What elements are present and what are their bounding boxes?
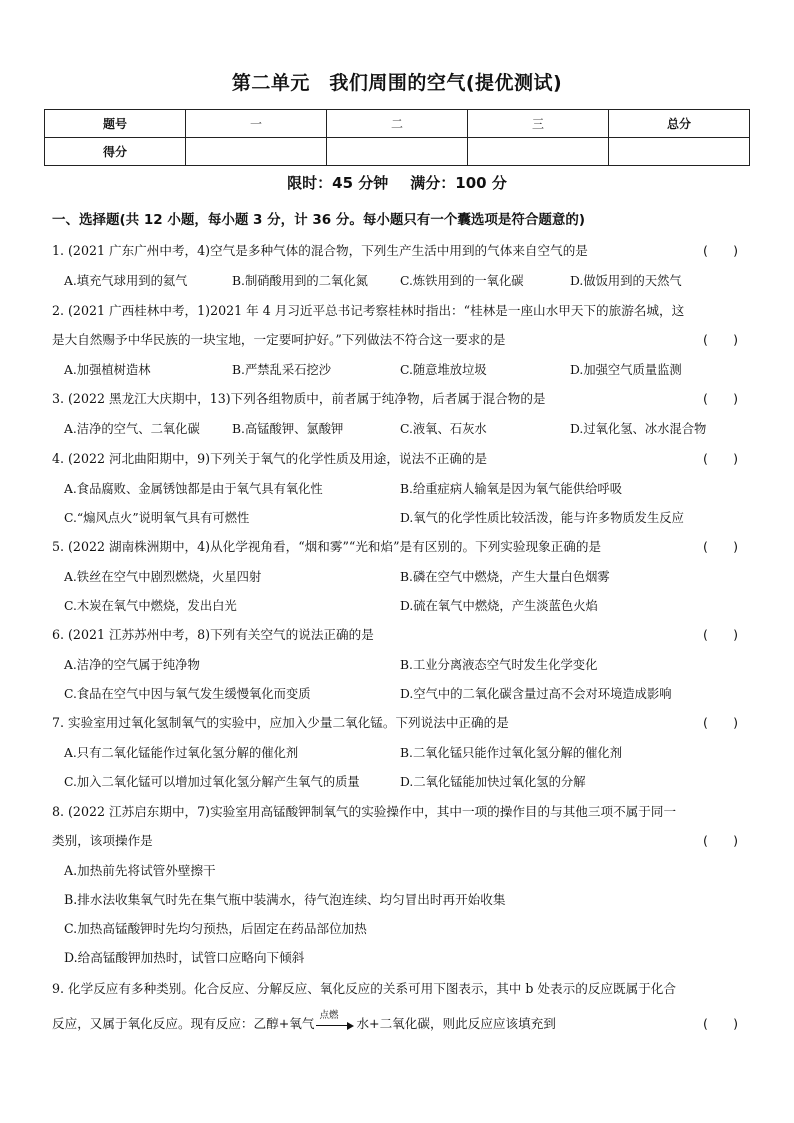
reaction-prefix: 反应，又属于氧化反应。现有反应：乙醇+氧气 — [52, 1016, 315, 1031]
question-4-text: 4. (2022 河北曲阳期中，9)下列关于氧气的化学性质及用途，说法不正确的是 — [52, 451, 488, 466]
question-2-text: 2. (2021 广西桂林中考，1)2021 年 4 月习近平总书记考察桂林时指出：“桂林是一座山水甲天下的旅游名城，这 — [52, 303, 685, 318]
score-table-score-row — [45, 138, 750, 166]
option-d[interactable]: D.过氧化氢、冰水混合物 — [570, 422, 707, 436]
section-heading: 一、选择题(共 12 小题，每小题 3 分，计 36 分。每小题只有一个囊选项是符合题意的) — [52, 212, 586, 228]
table-cell: 得分 — [45, 138, 186, 166]
table-cell: 一 — [186, 110, 327, 138]
option-b[interactable]: B.工业分离液态空气时发生化学变化 — [400, 658, 598, 672]
option-c[interactable]: C.炼铁用到的一氧化碳 — [400, 274, 524, 288]
question-4-options — [64, 509, 754, 527]
answer-blank[interactable]: ( ) — [702, 715, 738, 730]
reaction-condition: 点燃 — [319, 1010, 339, 1021]
answer-blank[interactable]: ( ) — [702, 391, 738, 406]
table-cell: 总分 — [609, 110, 750, 138]
question-3-options — [64, 420, 754, 438]
question-2-text: 是大自然赐予中华民族的一块宝地，一定要呵护好。”下列做法不符合这一要求的是 — [52, 332, 506, 347]
option-b[interactable]: B.排水法收集氧气时先在集气瓶中装满水，待气泡连续、均匀冒出时再开始收集 — [64, 892, 506, 907]
answer-blank[interactable]: ( ) — [702, 627, 738, 642]
question-8-text: 类别，该项操作是 — [52, 833, 153, 848]
score-entry-cell[interactable] — [468, 138, 609, 166]
table-cell: 题号 — [45, 110, 186, 138]
option-c[interactable]: C.木炭在氧气中燃烧，发出白光 — [64, 599, 237, 613]
answer-blank[interactable]: ( ) — [702, 539, 738, 554]
option-a[interactable]: A.加热前先将试管外壁擦干 — [64, 863, 216, 878]
answer-blank[interactable]: ( ) — [702, 243, 738, 258]
option-c[interactable]: C.液氧、石灰水 — [400, 422, 487, 436]
option-a[interactable]: A.填充气球用到的氦气 — [64, 274, 188, 288]
score-entry-cell[interactable] — [609, 138, 750, 166]
score-entry-cell[interactable] — [186, 138, 327, 166]
option-b[interactable]: B.二氧化锰只能作过氧化氢分解的催化剂 — [400, 746, 622, 760]
question-6-text: 6. (2021 江苏苏州中考，8)下列有关空气的说法正确的是 — [52, 627, 374, 642]
answer-blank[interactable]: ( ) — [702, 1016, 738, 1031]
question-6-options — [64, 656, 754, 674]
question-5-options — [64, 597, 754, 615]
option-a[interactable]: A.只有二氧化锰能作过氧化氢分解的催化剂 — [64, 746, 299, 760]
answer-blank[interactable]: ( ) — [702, 833, 738, 848]
time-limit: 限时：45 分钟 — [287, 174, 389, 192]
table-cell: 三 — [468, 110, 609, 138]
question-6-options — [64, 685, 754, 703]
option-a[interactable]: A.铁丝在空气中剧烈燃烧，火星四射 — [64, 570, 262, 584]
option-c[interactable]: C.加热高锰酸钾时先均匀预热，后固定在药品部位加热 — [64, 921, 367, 936]
score-table-header-row — [45, 110, 750, 138]
option-b[interactable]: B.制硝酸用到的二氧化氮 — [232, 274, 368, 288]
question-9-text — [52, 1010, 742, 1033]
option-d[interactable]: D.加强空气质量监测 — [570, 363, 682, 377]
question-8-text: 8. (2022 江苏启东期中，7)实验室用高锰酸钾制氧气的实验操作中，其中一项的操作目的与其他三项不属于同一 — [52, 804, 677, 819]
question-7-text: 7. 实验室用过氧化氢制氧气的实验中，应加入少量二氧化锰。下列说法中正确的是 — [52, 715, 509, 730]
option-b[interactable]: B.磷在空气中燃烧，产生大量白色烟雾 — [400, 570, 610, 584]
option-d[interactable]: D.氧气的化学性质比较活泼，能与许多物质发生反应 — [400, 511, 684, 525]
question-3-text: 3. (2022 黑龙江大庆期中，13)下列各组物质中，前者属于纯净物，后者属于混合物的是 — [52, 391, 546, 406]
option-c[interactable]: C.食品在空气中因与氧气发生缓慢氧化而变质 — [64, 687, 311, 701]
option-d[interactable]: D.硫在氧气中燃烧，产生淡蓝色火焰 — [400, 599, 598, 613]
reaction-suffix: 水+二氧化碳，则此反应应该填充到 — [356, 1016, 556, 1031]
option-a[interactable]: A.加强植树造林 — [64, 363, 151, 377]
question-5-text: 5. (2022 湖南株洲期中，4)从化学视角看，“烟和雾”“光和焰”是有区别的。下列实验现象正确的是 — [52, 539, 602, 554]
option-b[interactable]: B.给重症病人输氧是因为氧气能供给呼吸 — [400, 482, 622, 496]
option-b[interactable]: B.严禁乱采石挖沙 — [232, 363, 332, 377]
answer-blank[interactable]: ( ) — [702, 332, 738, 347]
question-1-text: 1. (2021 广东广州中考，4)空气是多种气体的混合物，下列生产生活中用到的气体来自空气的是 — [52, 243, 588, 258]
option-b[interactable]: B.高锰酸钾、氯酸钾 — [232, 422, 344, 436]
option-d[interactable]: D.二氧化锰能加快过氧化氢的分解 — [400, 775, 586, 789]
option-d[interactable]: D.做饭用到的天然气 — [570, 274, 682, 288]
score-table — [44, 109, 750, 166]
option-c[interactable]: C.“煽风点火”说明氧气具有可燃性 — [64, 511, 250, 525]
option-d[interactable]: D.空气中的二氧化碳含量过高不会对环境造成影响 — [400, 687, 672, 701]
question-9-text: 9. 化学反应有多种类别。化合反应、分解反应、氧化反应的关系可用下图表示，其中 b 处表示的反应既属于化合 — [52, 981, 676, 996]
answer-blank[interactable]: ( ) — [702, 451, 738, 466]
option-a[interactable]: A.食品腐败、金属锈蚀都是由于氧气具有氧化性 — [64, 482, 323, 496]
question-7-options — [64, 773, 754, 791]
table-cell: 二 — [327, 110, 468, 138]
option-a[interactable]: A.洁净的空气、二氧化碳 — [64, 422, 200, 436]
option-a[interactable]: A.洁净的空气属于纯净物 — [64, 658, 200, 672]
question-1-options — [64, 272, 754, 290]
question-7-options — [64, 744, 754, 762]
score-entry-cell[interactable] — [327, 138, 468, 166]
full-score: 满分：100 分 — [410, 174, 507, 192]
option-c[interactable]: C.加入二氧化锰可以增加过氧化氢分解产生氧气的质量 — [64, 775, 360, 789]
question-2-options — [64, 361, 754, 379]
question-4-options — [64, 480, 754, 498]
reaction-arrow-icon — [316, 1010, 354, 1030]
option-d[interactable]: D.给高锰酸钾加热时，试管口应略向下倾斜 — [64, 950, 305, 965]
question-5-options — [64, 568, 754, 586]
time-and-score-limit — [0, 172, 794, 193]
option-c[interactable]: C.随意堆放垃圾 — [400, 363, 487, 377]
page-title: 第二单元 我们周围的空气(提优测试) — [231, 72, 563, 94]
